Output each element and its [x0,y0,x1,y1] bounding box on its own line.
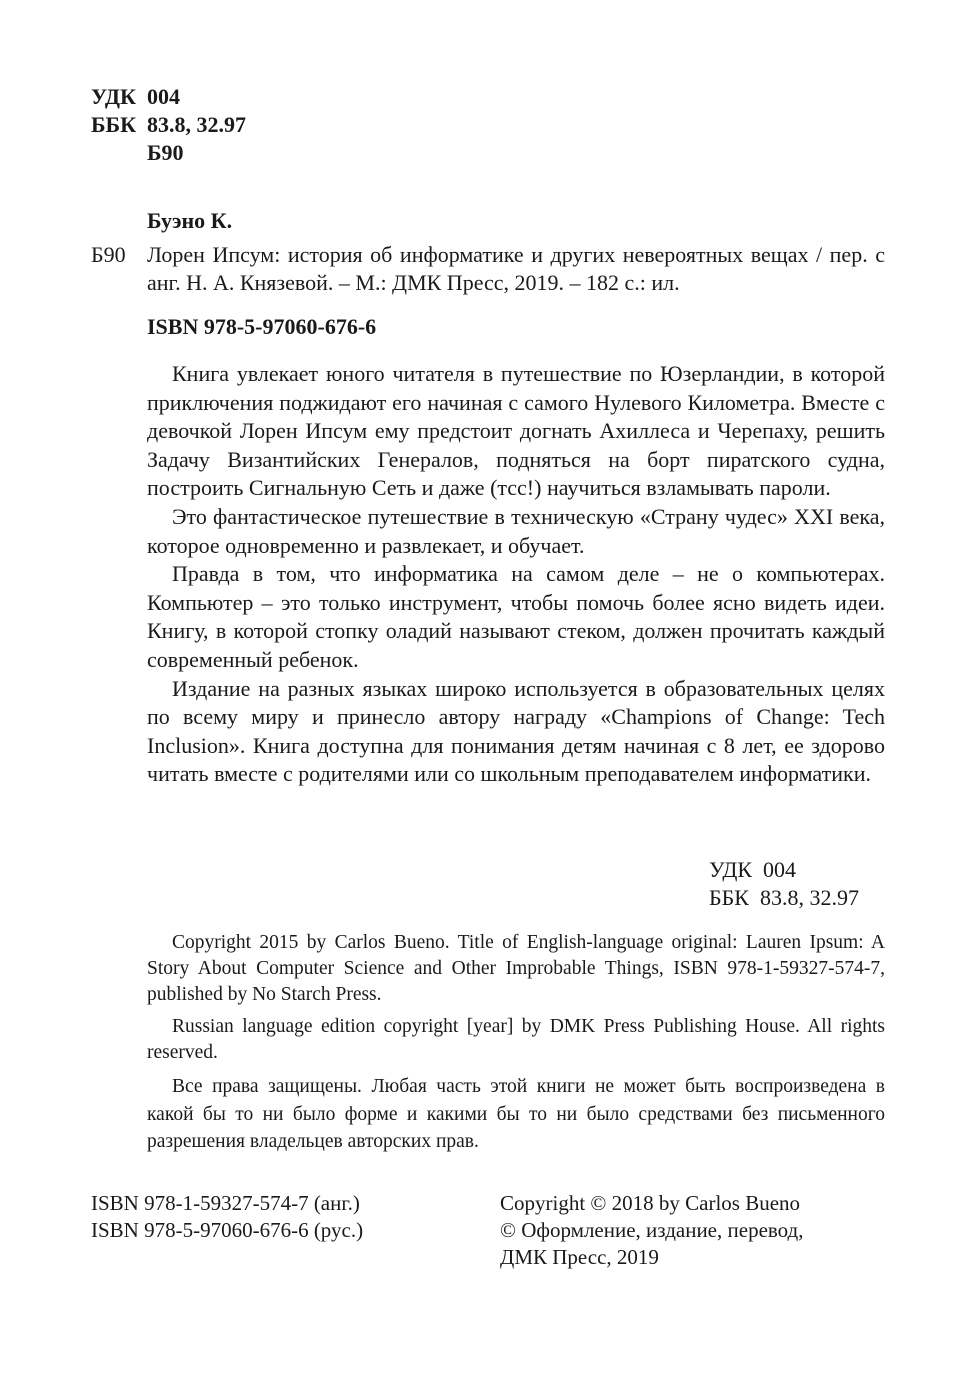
udk-value: 004 [147,84,180,109]
copyright-notice [147,930,885,1072]
catalog-isbn: ISBN 978-5-97060-676-6 [147,314,377,339]
author-mark-row [91,139,246,167]
copyright-paragraph: Russian language edition copyright [year] by DMK Press Publishing House. All rights reserved. [147,1016,885,1063]
classification-codes [91,83,246,167]
abstract-paragraph: Издание на разных языках широко используется в образовательных целях по всему миру и принесло автору награду «Champions of Change: Tech Inclusion». Книга доступна для понимания детям начиная с 8 лет, ее здорово читать вместе с родителями или со школьным преподавателем информатики. [147,675,885,787]
rights-paragraph: Все права защищены. Любая часть этой книги не может быть воспроизведена в какой бы то ни было форме и какими бы то ни было средствами без письменного разрешения владельцев авторских прав. [147,1076,885,1152]
abstract-paragraph: Правда в том, что информатика на самом деле – не о компьютерах. Компьютер – это только инструмент, чтобы помочь более ясно видеть идеи. Книгу, в которой стопку оладий называют стеком, должен прочитать каждый современный ребенок. [147,561,885,672]
bbk-label: ББК [91,112,137,137]
bbk-row [91,111,246,139]
copyright-line: Copyright © 2018 by Carlos Bueno [500,1191,801,1215]
udk-right-line: УДК 004 [709,857,797,882]
abstract-paragraph: Это фантастическое путешествие в техническую «Страну чудес» XXI века, которое одновременно и развлекает, и обучает. [147,503,885,558]
bbk-right-line: ББК 83.8, 32.97 [709,885,859,910]
bbk-value: 83.8, 32.97 [147,112,246,137]
author-mark: Б90 [147,140,184,165]
classification-right [709,856,885,912]
catalog-code: Б90 [91,242,126,267]
udk-row [91,83,246,111]
catalog-description: Лорен Ипсум: история об информатике и других невероятных вещах / пер. с анг. Н. А. Князевой. – М.: ДМК Пресс, 2019. – 182 с.: ил. [147,242,885,295]
abstract-paragraph: Книга увлекает юного читателя в путешествие по Юзерландии, в которой приключения поджидают его начиная с самого Нулевого Километра. Вместе с девочкой Лорен Ипсум ему предстоит догнать Ахиллеса и Черепаху, решить Задачу Византийских Генералов, подняться на борт пиратского судна, построить Сигнальную Сеть и даже (тсс!) научиться взламывать пароли. [147,361,885,501]
isbn-list [91,1190,363,1244]
copyright-list [500,1190,804,1271]
copyright-line: ДМК Пресс, 2019 [500,1245,659,1269]
udk-label: УДК [91,84,137,109]
isbn-russian: ISBN 978-5-97060-676-6 (рус.) [91,1218,364,1242]
copyright-paragraph: Copyright 2015 by Carlos Bueno. Title of English-language original: Lauren Ipsum: A Story About Computer Science and Other Improbable Things, ISBN 978-1-59327-574-7, published by No Starch Press. [147,932,885,1005]
abstract [147,360,885,789]
rights-notice [147,1073,885,1156]
catalog-author: Буэно К. [147,208,233,233]
isbn-english: ISBN 978-1-59327-574-7 (анг.) [91,1191,360,1215]
copyright-line: © Оформление, издание, перевод, [500,1218,804,1242]
